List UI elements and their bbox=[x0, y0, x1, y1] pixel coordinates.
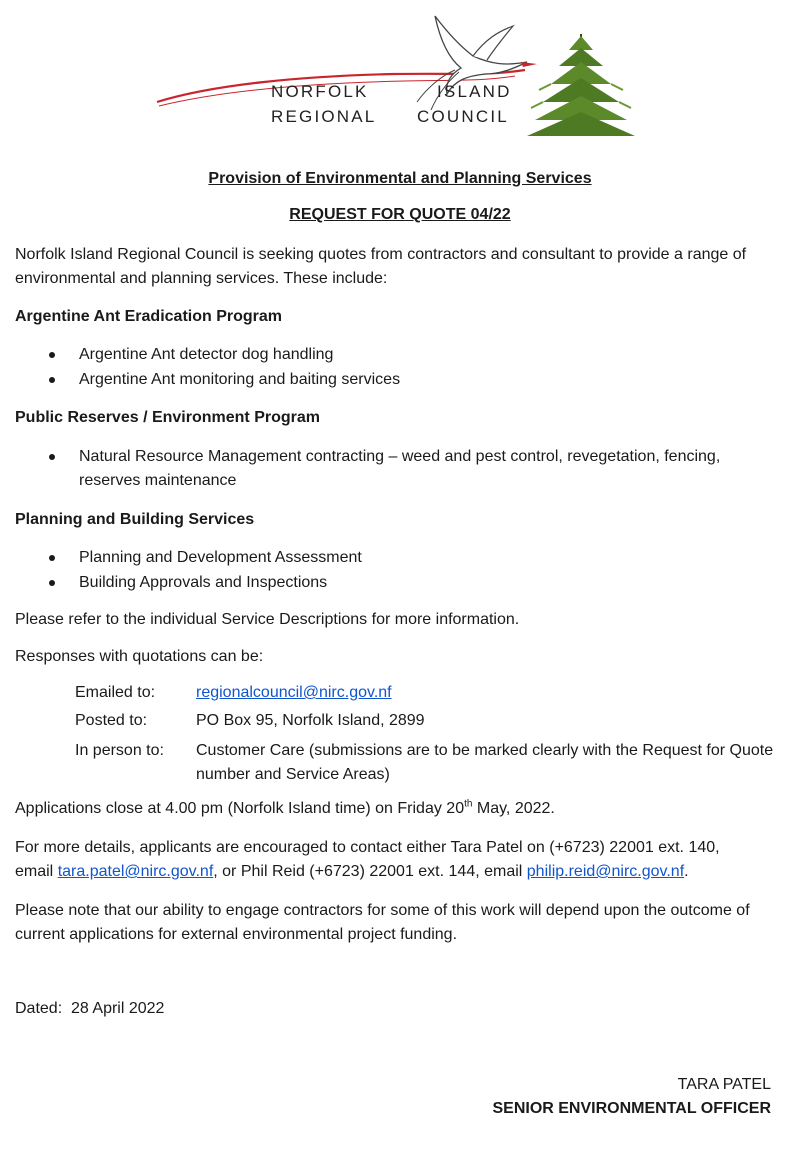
closing-date-paragraph bbox=[15, 797, 775, 821]
bullet-icon bbox=[49, 580, 55, 586]
closing-date-end: May, 2022. bbox=[472, 800, 555, 817]
signature-name: TARA PATEL bbox=[677, 1076, 771, 1093]
email-label: Emailed to: bbox=[75, 684, 156, 701]
logo-word-regional: REGIONAL bbox=[271, 107, 377, 126]
list-item-text: Argentine Ant detector dog handling bbox=[79, 346, 334, 363]
logo-word-norfolk: NORFOLK bbox=[271, 82, 369, 101]
in-person-value: Customer Care (submissions are to be marked clearly with the Request for Quote number and Service Areas) bbox=[196, 742, 774, 783]
post-label: Posted to: bbox=[75, 712, 148, 729]
council-email-link[interactable]: regionalcouncil@nirc.gov.nf bbox=[196, 684, 392, 701]
tara-email-link[interactable]: tara.patel@nirc.gov.nf bbox=[57, 863, 214, 880]
date-superscript: th bbox=[464, 798, 473, 810]
contact-email-word: email bbox=[15, 863, 58, 880]
intro-paragraph: Norfolk Island Regional Council is seeking quotes from contractors and consultant to provide a range of environmental and planning services. These include: bbox=[15, 246, 747, 287]
dated-value: 28 April 2022 bbox=[71, 1000, 165, 1017]
contact-middle: , or Phil Reid (+6723) 22001 ext. 144, email bbox=[213, 863, 527, 880]
document-page bbox=[15, 0, 785, 1162]
list-item bbox=[15, 445, 785, 493]
contact-paragraph bbox=[15, 836, 775, 884]
document-subtitle: REQUEST FOR QUOTE 04/22 bbox=[289, 206, 511, 223]
section-heading: Argentine Ant Eradication Program bbox=[15, 308, 282, 325]
section-heading: Planning and Building Services bbox=[15, 511, 255, 528]
in-person-label: In person to: bbox=[75, 742, 164, 759]
post-value: PO Box 95, Norfolk Island, 2899 bbox=[196, 712, 425, 729]
logo-graphic bbox=[155, 4, 655, 144]
document-title: Provision of Environmental and Planning Services bbox=[208, 170, 592, 187]
responses-intro: Responses with quotations can be: bbox=[15, 648, 264, 665]
phil-email-link[interactable]: philip.reid@nirc.gov.nf bbox=[526, 863, 685, 880]
contact-line-1: For more details, applicants are encouraged to contact either Tara Patel on (+6723) 22001 ext. 140, bbox=[15, 839, 720, 856]
list-item-text: Building Approvals and Inspections bbox=[79, 574, 328, 591]
pine-tree-icon bbox=[527, 34, 635, 136]
logo-word-council: COUNCIL bbox=[417, 107, 509, 126]
dated-line bbox=[15, 997, 775, 1021]
bullet-icon bbox=[49, 555, 55, 561]
closing-date-text: Applications close at 4.00 pm (Norfolk Island time) on Friday 20 bbox=[15, 800, 465, 817]
list-item-text: Natural Resource Management contracting – weed and pest control, revegetation, fencing, reserves maintenance bbox=[79, 448, 721, 489]
bullet-icon bbox=[49, 377, 55, 383]
section-heading: Public Reserves / Environment Program bbox=[15, 409, 320, 426]
signature-role: SENIOR ENVIRONMENTAL OFFICER bbox=[492, 1100, 771, 1117]
council-logo bbox=[155, 4, 655, 144]
bullet-icon bbox=[49, 454, 55, 460]
contact-end: . bbox=[684, 863, 689, 880]
list-item-text: Planning and Development Assessment bbox=[79, 549, 362, 566]
bullet-icon bbox=[49, 352, 55, 358]
list-item-text: Argentine Ant monitoring and baiting services bbox=[79, 371, 401, 388]
refer-paragraph: Please refer to the individual Service Descriptions for more information. bbox=[15, 611, 520, 628]
logo-word-island: ISLAND bbox=[437, 82, 512, 101]
dated-label: Dated: bbox=[15, 1000, 63, 1017]
note-paragraph: Please note that our ability to engage contractors for some of this work will depend upon the outcome of current applications for external environmental project funding. bbox=[15, 902, 750, 943]
